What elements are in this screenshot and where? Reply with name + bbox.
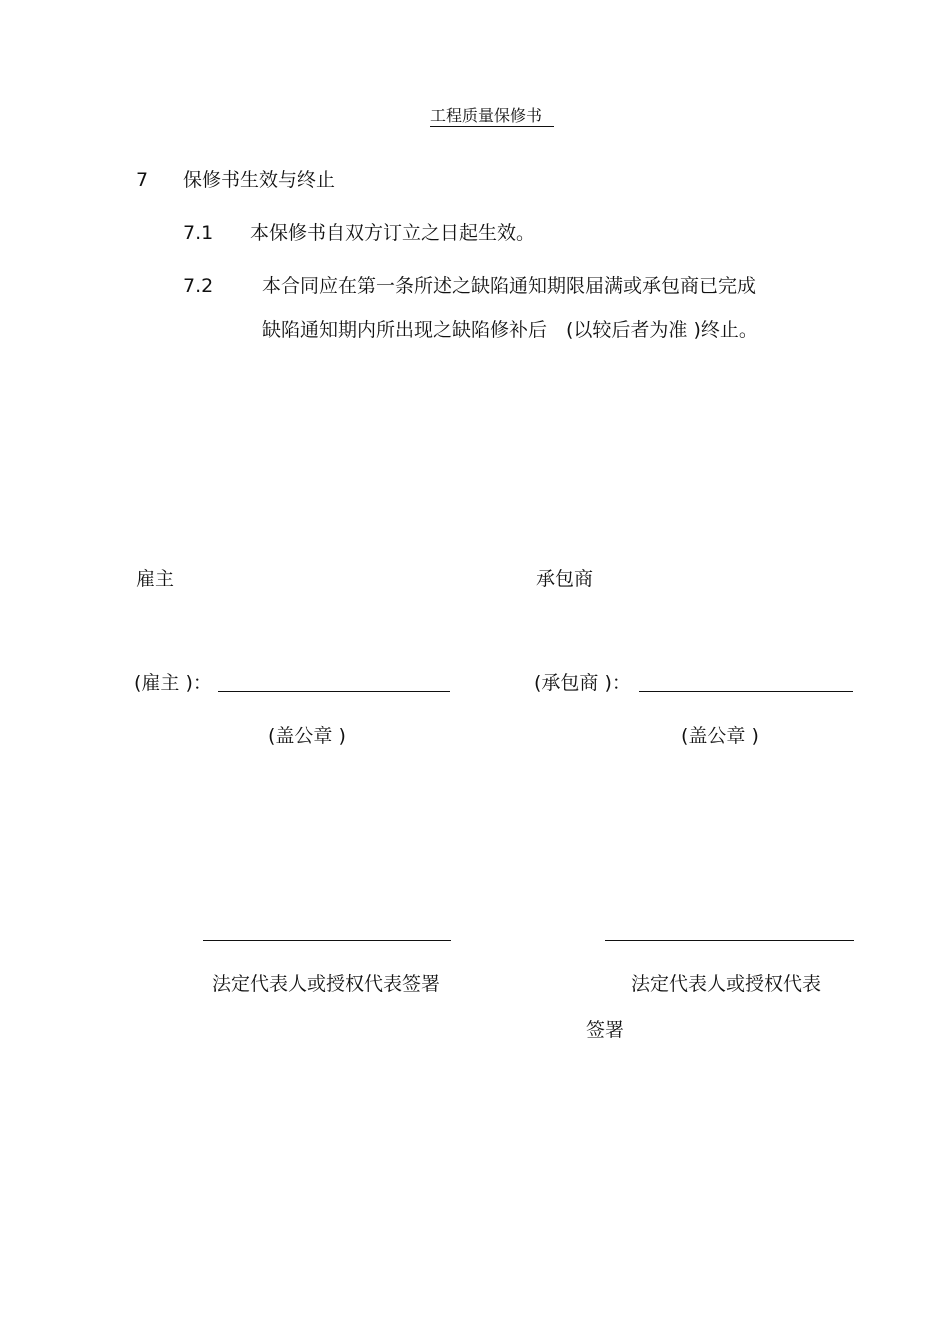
contractor-representative-caption-cont: 签署 <box>586 1019 625 1041</box>
clause-number: 7.2 <box>183 275 214 297</box>
contractor-signature-line <box>639 691 853 692</box>
contractor-seal-note: (盖公章 ) <box>681 725 759 747</box>
section-title: 保修书生效与终止 <box>183 169 336 191</box>
contractor-heading: 承包商 <box>536 568 594 590</box>
employer-sign-label: (雇主 )： <box>134 672 212 694</box>
employer-signature-line <box>218 691 450 692</box>
contractor-sign-label: (承包商 )： <box>534 672 631 694</box>
clause-text: 本保修书自双方订立之日起生效。 <box>250 222 536 244</box>
contractor-representative-line <box>605 940 854 941</box>
employer-seal-note: (盖公章 ) <box>268 725 346 747</box>
employer-representative-caption: 法定代表人或授权代表签署 <box>212 973 441 995</box>
contractor-representative-caption: 法定代表人或授权代表 <box>631 973 822 995</box>
clause-text: 缺陷通知期内所出现之缺陷修补后 (以较后者为准 )终止。 <box>262 319 758 341</box>
document-title: 工程质量保修书 <box>430 106 554 127</box>
clause-number: 7.1 <box>183 222 214 244</box>
section-number: 7 <box>136 169 149 191</box>
employer-representative-line <box>203 940 451 941</box>
employer-heading: 雇主 <box>136 568 175 590</box>
clause-text: 本合同应在第一条所述之缺陷通知期限届满或承包商已完成 <box>262 275 757 297</box>
